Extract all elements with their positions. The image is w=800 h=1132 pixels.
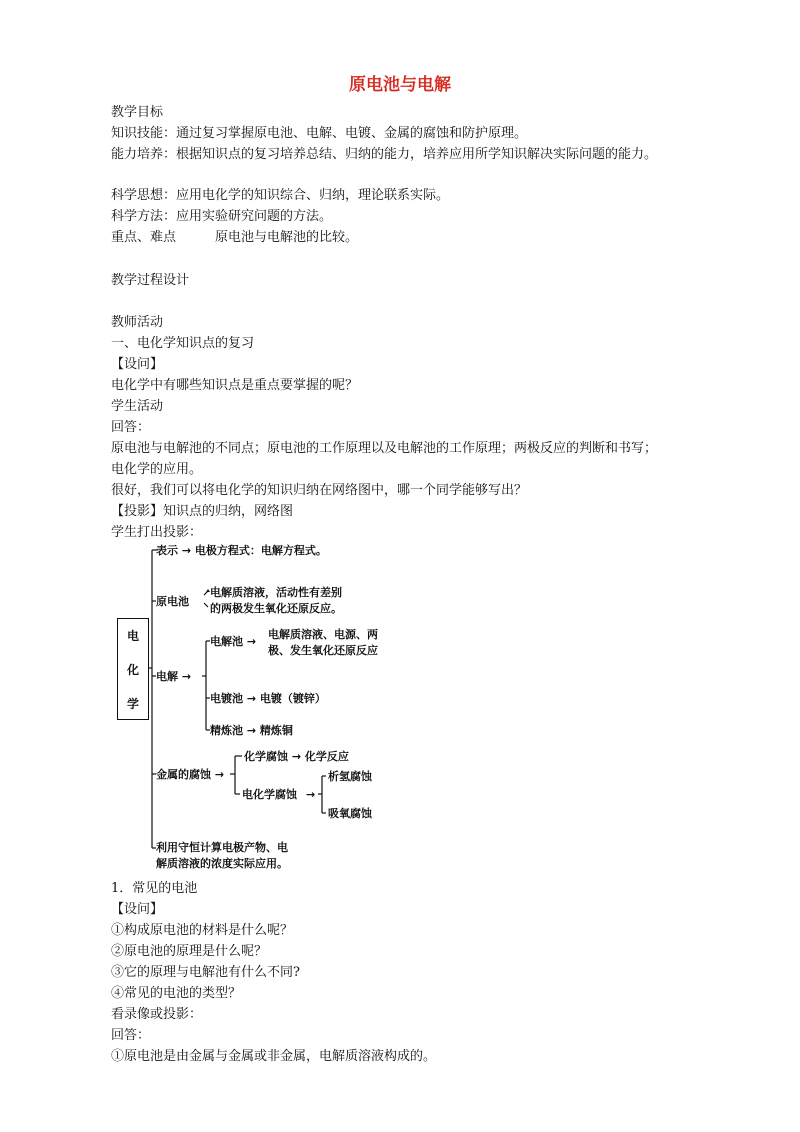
text-line: ③它的原理与电解池有什么不同? (111, 965, 300, 980)
node-biaoshi: 表示 → 电极方程式：电解方程式。 (156, 544, 327, 557)
text-line: 电化学中有哪些知识点是重点要掌握的呢？ (111, 378, 359, 393)
text-line: 学生活动 (111, 399, 164, 414)
text-line: 【设问】 (111, 357, 164, 372)
text-line: ④常见的电池的类型？ (111, 986, 242, 1001)
node-app: 解质溶液的浓度实际应用。 (156, 857, 288, 870)
page-title: 原电池与电解 (349, 75, 451, 95)
section-heading: 教学目标 (111, 105, 164, 120)
text-line: ①构成原电池的材料是什么呢？ (111, 923, 294, 938)
node-jlc: 精炼池 → 精炼铜 (210, 724, 293, 737)
section-heading: 教学过程设计 (111, 273, 190, 288)
text-line: ①原电池是由金属与金属或非金属，电解质溶液构成的。 (111, 1049, 437, 1064)
knowledge-network-diagram (114, 543, 414, 873)
root-char: 电 (126, 629, 139, 643)
text-line: ②原电池的原理是什么呢？ (111, 944, 268, 959)
text-line: 能力培养：根据知识点的复习培养总结、归纳的能力，培养应用所学知识解决实际问题的能力。 (111, 147, 658, 162)
node-dhxfs: 电化学腐蚀 (242, 788, 297, 801)
root-char: 学 (126, 697, 139, 711)
text-line: 知识技能：通过复习掌握原电池、电解、电镀、金属的腐蚀和防护原理。 (111, 126, 528, 141)
text-line: 很好，我们可以将电化学的知识归纳在网络图中，哪一个同学能够写出？ (111, 483, 528, 498)
text-line: 一、电化学知识点的复习 (111, 336, 255, 351)
node-xyfs: 吸氧腐蚀 (328, 807, 372, 820)
node-hxfs: 化学腐蚀 → 化学反应 (244, 750, 349, 763)
node-ydc-desc: 电解质溶液，活动性有差别 (210, 586, 342, 599)
root-char: 化 (126, 663, 139, 677)
node-ddc: 电镀池 → 电镀（镀锌） (210, 692, 326, 705)
node-djc-desc: 电解质溶液、电源、两 (268, 628, 378, 641)
text-line: 【投影】知识点的归纳，网络图 (111, 504, 294, 519)
text-line: 看录像或投影： (111, 1007, 203, 1022)
node-djc: 电解池 → (210, 635, 257, 648)
node-xqfs: 析氢腐蚀 (328, 770, 372, 783)
node-djc-desc: 极、发生氧化还原反应 (268, 644, 378, 657)
text-line: 教师活动 (111, 315, 164, 330)
text-line: 回答： (111, 420, 151, 435)
node-yuandianchi: 原电池 (156, 595, 189, 608)
text-line: 回答： (111, 1028, 151, 1043)
arrow-glyph: → (306, 788, 316, 801)
text-line: 【设问】 (111, 902, 164, 917)
text-line: 电化学的应用。 (111, 462, 203, 477)
node-app: 利用守恒计算电极产物、电 (156, 841, 288, 854)
text-line: 科学思想：应用电化学的知识综合、归纳，理论联系实际。 (111, 188, 450, 203)
text-line: 学生打出投影： (111, 525, 203, 540)
text-line: 重点、难点 原电池与电解池的比较。 (111, 230, 359, 245)
section-heading: 1．常见的电池 (111, 881, 198, 896)
text-line: 科学方法：应用实验研究问题的方法。 (111, 209, 333, 224)
root-box (117, 618, 149, 720)
node-ydc-desc: 的两极发生氧化还原反应。 (210, 602, 342, 615)
node-jsfs: 金属的腐蚀 → (156, 768, 225, 781)
node-dianjie: 电解 → (156, 670, 192, 683)
text-line: 原电池与电解池的不同点；原电池的工作原理以及电解池的工作原理；两极反应的判断和书写； (111, 441, 658, 456)
